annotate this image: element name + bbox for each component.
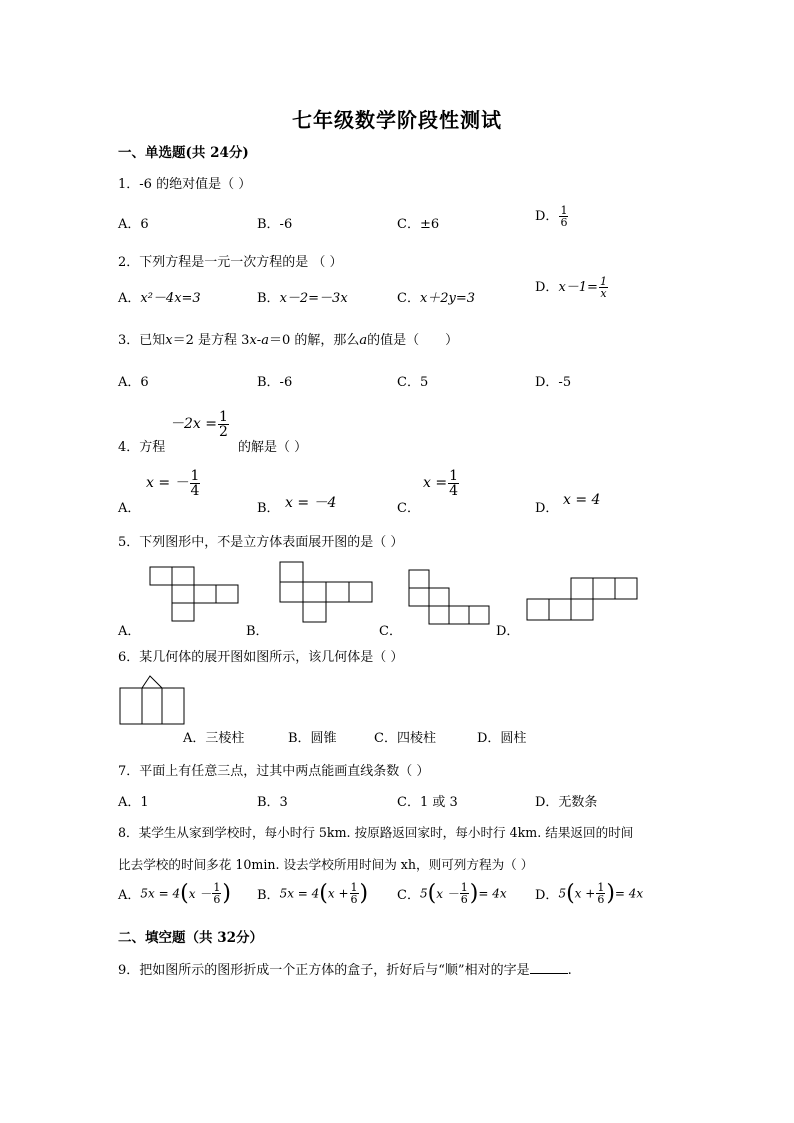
- q6-option-a[interactable]: A．三棱柱: [183, 731, 245, 746]
- equation-lhs: －2x =: [170, 416, 217, 432]
- fraction-denominator: 6: [350, 893, 358, 906]
- q5-net-c: [404, 566, 496, 630]
- q8-option-a[interactable]: [118, 881, 231, 906]
- q1-option-b[interactable]: B．-6: [257, 217, 293, 232]
- option-inner: x －: [436, 887, 459, 901]
- q4-option-b-expr[interactable]: x = －4: [285, 495, 337, 511]
- variable: x: [249, 333, 257, 348]
- q7-option-c[interactable]: C．1 或 3: [397, 795, 458, 810]
- q1-option-c[interactable]: C．±6: [397, 217, 440, 232]
- fraction-denominator: 2: [218, 424, 228, 440]
- fraction-denominator: 6: [560, 216, 568, 229]
- question-1-stem: 1．-6 的绝对值是（ ）: [118, 177, 252, 192]
- right-paren: ): [606, 881, 615, 906]
- section-heading-single-choice: 一、单选题(共 24分): [118, 145, 249, 161]
- fraction: [350, 882, 359, 905]
- option-prefix: B．: [257, 888, 280, 903]
- text: 3．已知: [118, 333, 166, 348]
- question-8-stem-line2: 比去学校的时间多花 10min. 设去学校所用时间为 xh，则可列方程为（ ）: [118, 857, 534, 872]
- q8-option-d[interactable]: [535, 881, 643, 906]
- question-4-stem-suffix: 的解是（ ）: [238, 440, 308, 455]
- question-2-stem: 2．下列方程是一元一次方程的是 （ ）: [118, 255, 343, 270]
- fraction-numerator: 1: [218, 409, 228, 425]
- option-inner: x +: [327, 886, 349, 901]
- q4-option-d-prefix[interactable]: D．: [535, 501, 559, 516]
- fraction: [596, 882, 605, 905]
- option-expression: x－1=: [558, 280, 598, 295]
- q5-net-d: [524, 574, 642, 624]
- fraction-numerator: 1: [350, 881, 358, 894]
- answer-blank[interactable]: [530, 961, 568, 974]
- q2-option-d[interactable]: [535, 276, 609, 299]
- q5-option-a[interactable]: A．: [118, 624, 141, 639]
- left-paren: (: [319, 881, 328, 906]
- q2-option-c[interactable]: [397, 287, 475, 306]
- fraction: [599, 276, 608, 299]
- question-6-stem: 6．某几何体的展开图如图所示，该几何体是（ ）: [118, 650, 404, 665]
- left-paren: (: [180, 881, 189, 906]
- q4-option-c-expr[interactable]: [423, 469, 460, 498]
- q7-option-a[interactable]: A．1: [118, 795, 149, 810]
- option-prefix: B．: [257, 291, 280, 306]
- left-paren: (: [427, 881, 437, 906]
- q4-option-c-prefix[interactable]: C．: [397, 501, 420, 516]
- q5-option-d[interactable]: D．: [496, 624, 520, 639]
- option-lhs: 5: [419, 886, 428, 901]
- q3-option-b[interactable]: B．-6: [257, 375, 293, 390]
- question-5-stem: 5．下列图形中，不是立方体表面展开图的是（ ）: [118, 535, 404, 550]
- fraction-denominator: x: [600, 287, 607, 300]
- q4-option-d-expr[interactable]: x = 4: [563, 492, 601, 508]
- fraction-numerator: 1: [460, 881, 468, 894]
- right-paren: ): [222, 881, 231, 906]
- option-prefix: A．: [118, 291, 141, 306]
- section-heading-fill-in: 二、填空题（共 32分）: [118, 930, 263, 946]
- question-9-end: .: [567, 963, 572, 978]
- fraction-numerator: 1: [560, 204, 568, 217]
- right-paren: ): [469, 881, 479, 906]
- q7-option-b[interactable]: B．3: [257, 795, 288, 810]
- option-inner: x +: [574, 886, 596, 901]
- option-expression: x－2=－3x: [279, 291, 348, 306]
- question-9-stem: [118, 959, 572, 978]
- fraction-denominator: 4: [449, 483, 458, 499]
- q1-option-d[interactable]: [535, 205, 569, 228]
- variable: a: [359, 333, 368, 348]
- q2-option-b[interactable]: [257, 287, 348, 306]
- option-lhs: 5x = 4: [279, 886, 320, 901]
- question-4-equation: [170, 410, 230, 439]
- variable: a: [261, 333, 269, 348]
- q5-net-b-bottom: [298, 602, 328, 628]
- q8-option-c[interactable]: [397, 881, 507, 906]
- q1-option-a[interactable]: A．6: [118, 217, 149, 232]
- q2-option-a[interactable]: [118, 287, 201, 306]
- variable: x: [165, 333, 173, 348]
- question-8-stem-line1: 8．某学生从家到学校时，每小时行 5km. 按原路返回家时，每小时行 4km. 结果返回的时间: [118, 825, 634, 840]
- fraction-denominator: 6: [213, 893, 221, 906]
- option-expression: x =: [423, 475, 448, 491]
- left-paren: (: [566, 881, 575, 906]
- question-4-stem-prefix: 4．方程: [118, 440, 166, 455]
- fraction: [448, 469, 459, 498]
- option-rhs: = 4x: [614, 886, 644, 901]
- option-prefix: C．: [397, 291, 420, 306]
- q6-option-d[interactable]: D．圆柱: [477, 731, 527, 746]
- option-prefix: A．: [118, 888, 141, 903]
- q5-option-c[interactable]: C．: [379, 624, 402, 639]
- option-expression: x = －: [146, 475, 189, 491]
- text: -: [256, 333, 262, 348]
- fraction-denominator: 4: [190, 483, 200, 499]
- option-prefix: C．: [397, 888, 420, 903]
- fraction-numerator: 1: [597, 881, 605, 894]
- q6-option-c[interactable]: C．四棱柱: [374, 731, 436, 746]
- option-lhs: 5x = 4: [140, 886, 181, 901]
- fraction-numerator: 1: [213, 881, 221, 894]
- q8-option-b[interactable]: [257, 881, 368, 906]
- q3-option-d[interactable]: D．-5: [535, 375, 572, 390]
- option-rhs: = 4x: [478, 886, 507, 901]
- fraction-denominator: 6: [460, 893, 468, 906]
- q1-option-d-prefix: D．: [535, 209, 559, 224]
- option-expression: x²－4x=3: [140, 291, 201, 306]
- fraction: [218, 410, 229, 439]
- option-prefix: D．: [535, 280, 559, 295]
- q3-option-c[interactable]: C．5: [397, 375, 429, 390]
- option-expression: x＋2y=3: [419, 291, 476, 306]
- fraction: [212, 882, 221, 905]
- q6-net-triangular-prism: [116, 674, 188, 728]
- option-prefix: D．: [535, 888, 559, 903]
- option-inner: x －: [188, 887, 212, 901]
- question-7-stem: 7．平面上有任意三点，过其中两点能画直线条数（ ）: [118, 764, 430, 779]
- question-3-stem: [118, 329, 458, 348]
- q4-option-b-prefix[interactable]: B．: [257, 501, 280, 516]
- right-paren: ): [359, 881, 369, 906]
- fraction-denominator: 6: [597, 893, 605, 906]
- fraction-numerator: 1: [449, 468, 458, 484]
- fraction-numerator: 1: [599, 275, 607, 288]
- q5-net-a: [145, 562, 245, 626]
- text: ＝2 是方程 3: [172, 333, 250, 348]
- q3-option-a[interactable]: A．6: [118, 375, 149, 390]
- q5-net-b: [275, 558, 379, 608]
- page-title: 七年级数学阶段性测试: [292, 108, 502, 132]
- q4-option-a-expr[interactable]: [146, 469, 201, 498]
- question-9-text: 9．把如图所示的图形折成一个正方体的盒子，折好后与“顺”相对的字是: [118, 963, 530, 978]
- text: 的值是（ ）: [367, 333, 459, 348]
- text: ＝0 的解，那么: [268, 333, 360, 348]
- q7-option-d[interactable]: D．无数条: [535, 795, 598, 810]
- fraction: [460, 882, 469, 905]
- fraction-numerator: 1: [190, 468, 200, 484]
- option-lhs: 5: [558, 886, 567, 901]
- q5-option-b[interactable]: B．: [246, 624, 269, 639]
- q6-option-b[interactable]: B．圆锥: [288, 731, 337, 746]
- fraction: [190, 469, 201, 498]
- fraction: [559, 205, 568, 228]
- q4-option-a-prefix[interactable]: A．: [118, 501, 141, 516]
